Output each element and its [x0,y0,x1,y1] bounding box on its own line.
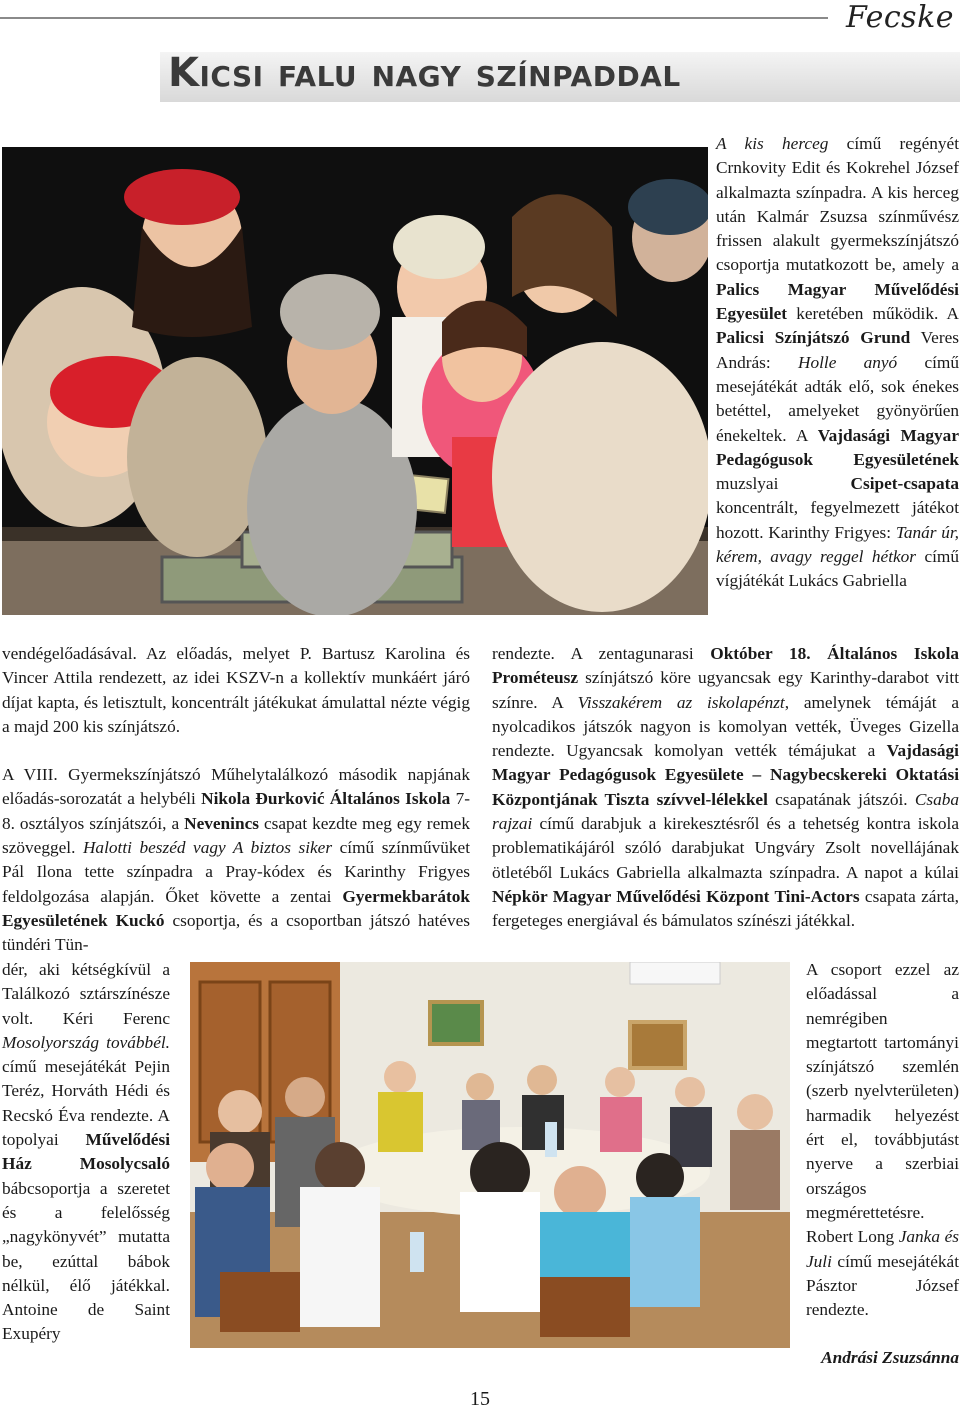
page-number: 15 [470,1388,490,1410]
article-title: Kicsi falu nagy színpaddal [168,50,681,96]
middle-text [492,642,959,934]
left-narrow-text [2,958,170,1347]
left-column [2,642,470,958]
text-run: keretében működik. A [787,304,959,324]
text-run: Palics Magyar Művelődési Egyesület [716,279,959,324]
text-run: csapata zárta, fergeteges energiával és bámulatos színészi játékkal. [492,886,959,931]
text-run: Október 18. Általános Iskola Prométeusz [492,644,960,688]
text-run: Művelődési Ház Mosolycsaló [2,1130,170,1174]
text-run: csapat kezdte meg egy remek szöveggel. [2,813,470,858]
text-run: című regényét Crnkovity Edit és Kokrehel József alkalmazta színpadra. A kis herceg után Kalmár Zsuzsa színművész frissen alakult gyermekszínjátszó csoportja mutatkozott be, amely a [716,134,959,275]
author-signature: Andrási Zsuzsánna [821,1348,959,1368]
stage-photo [2,147,708,615]
left-narrow-column [2,958,170,1347]
text-run: csapatának játszói. [767,789,915,809]
text-run: A VIII. Gyermekszínjátszó Műhelytalálkozó második napjának előadás-sorozatát a helybéli [2,765,470,809]
text-run: csoportja, és a csoportban játszó hatéves tündéri Tün- [2,910,470,955]
right-narrow-column [806,958,959,1371]
text-run: rendezte. A zentagunarasi [492,644,711,663]
text-run: muzslyai [716,474,851,494]
text-run: színjátszó köre ugyancsak egy Karinthy-darabot vitt színre. A [492,668,959,712]
text-run: című vígjátékát Lukács Gabriella [716,547,959,591]
text-run: Mosolyország továbbél. [2,1032,170,1052]
text-run: Visszakérem az iskolapénzt [577,692,785,712]
magazine-name: Fecske [845,0,954,35]
text-run: című darabjuk a kirekesztésről és a tehetség kontra iskola problematikájáról szóló darabjukat Ungváry Zsolt novellájának ötletéből Lukács Gabriella alkalmazta színpadra. A napot a kúlai [492,814,959,882]
text-run: bábcsoportja a szeretet és a felelősség „nagykönyvét” mutatta be, ezúttal bábok nélkül, élő játékkal. Antoine de Saint Exupéry [2,1178,170,1344]
text-run: vendégelőadásával. Az előadás, melyet P. Bartusz Karolina és Vincer Attila rendezett, az idei KSZV-n a kollektív munkáért járó díjat kapta, és letisztult, koncentrált játékukat ámulattal nézte végig a majd 200 kis színjátszó. [2,644,470,736]
text-run: Gyermekbarátok Egyesületének Kuckó [2,886,470,930]
text-run: című mesejátékát adták elő, sok énekes betéttel, amelyeket gyönyörűen énekeltek. A [716,352,959,445]
text-run: 7-8. osztályos színjátszói, a [2,789,470,833]
text-run: című mesejátékát Pejin Teréz, Horváth Hédi és Recskó Éva rendezte. A topolyai [2,1057,170,1150]
right-column-top [716,132,959,594]
text-run: Palicsi Színjátszó Grund [716,328,911,348]
left-paragraph-2 [2,763,470,957]
text-run: Népkör Magyar Művelődési Központ Tini-Actors [492,886,860,906]
middle-column [492,642,959,934]
text-run: Csipet-csapata [850,474,959,494]
text-run: Vajdasági Magyar Pedagógusok Egyesületének [716,425,959,469]
text-run: Csaba rajzai [492,789,959,834]
text-run: dér, aki kétségkívül a Találkozó sztárszínésze volt. Kéri Ferenc [2,960,170,1028]
text-run: Nikola Đurković Általános Iskola [201,789,451,809]
text-run: A kis herceg [716,134,829,153]
left-paragraph-1 [2,642,470,739]
text-run: című mesejátékát Pásztor József rendezte. [806,1251,959,1320]
meeting-photo [190,962,790,1348]
text-run: Vajdasági Magyar Pedagógusok Egyesülete – Nagybecskereki Oktatási Központjának Tiszta szívvel-lélekkel [492,741,959,809]
text-run: című színművüket Pál Ilona tette színpadra a Pray-kódex és Karinthy Frigyes feldolgozása alapján. Őket követte a zentai [2,838,471,906]
masthead-rule [0,17,828,19]
text-run: Veres András: [716,328,959,372]
text-run: Tanár úr, kérem, avagy reggel hétkor [716,522,959,567]
right-narrow-text [806,958,959,1322]
text-run: A csoport ezzel az előadással a nemrégiben megtartott tartományi színjátszó szemlén (szerb nyelvterületen) harmadik helyezést ért el, továbbjutást nyerve a szerbiai országos megmérettetésre. Robert Long [806,960,959,1247]
text-run: Nevenincs [184,813,259,833]
text-run: Halotti beszéd vagy A biztos siker [82,838,333,858]
text-run: , amelynek témáját a nyolcadikos játszók nagyon is komolyan vették, Üveges Gizella rendezte. Ugyancsak komolyan vették témájukat a [492,692,960,761]
right-column-text [716,132,959,594]
text-run: Janka és Juli [806,1227,959,1271]
text-run: Holle anyó [797,352,898,372]
text-run: koncentrált, fegyelmezett játékot hozott. Karinthy Frigyes: [716,498,959,542]
